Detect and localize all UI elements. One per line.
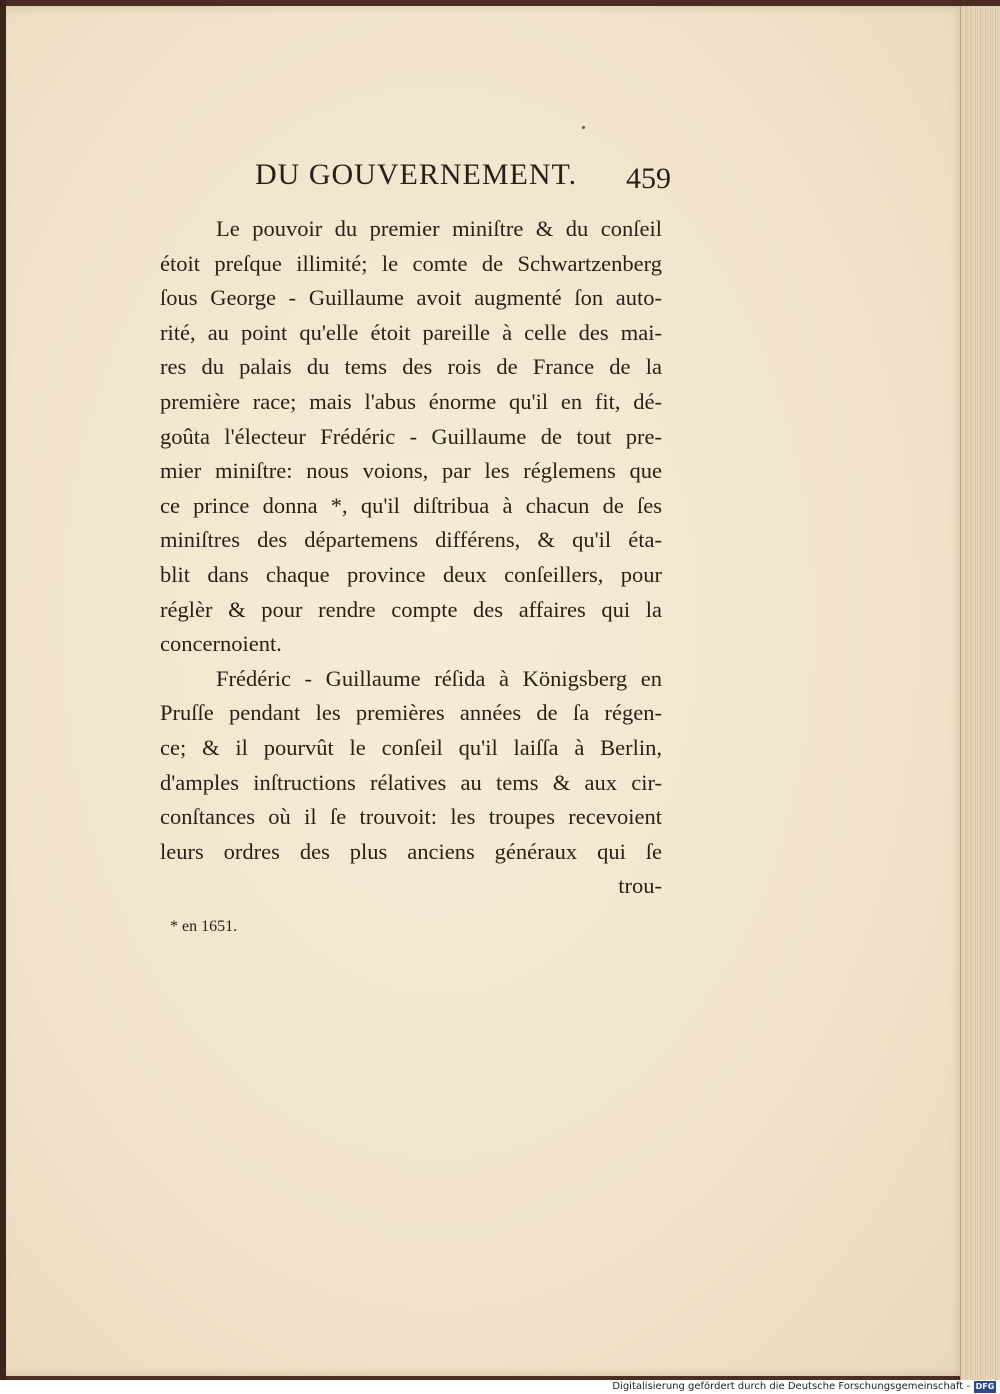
page-header [255,158,675,198]
dfg-logo: DFG [975,1382,995,1391]
page-number: 459 [626,162,671,195]
text-line: blit dans chaque province deux conſeillers, pour [160,561,662,587]
text-line: première race; mais l'abus énorme qu'il en fit, dé- [160,388,662,414]
text-line: res du palais du tems des rois de France de la [160,354,662,380]
text-line: réglèr & pour rendre compte des affaires qui la [160,596,662,622]
ink-mark [582,126,585,129]
text-line: d'amples inſtructions rélatives au tems & aux cir- [160,769,662,795]
text-line: ce; & il pourvût le conſeil qu'il laiſſa à Berlin, [160,734,662,760]
text-line: goûta l'électeur Frédéric - Guillaume de tout pre- [160,423,662,449]
text-line: ce prince donna *, qu'il diſtribua à chacun de ſes [160,492,662,518]
catchword: trou- [618,873,662,899]
page-edges [960,6,1000,1380]
text-line: Pruſſe pendant les premières années de ſa régen- [160,700,662,726]
text-line: mier miniſtre: nous voions, par les réglemens que [160,458,662,484]
text-line: conſtances où il ſe trouvoit: les troupes recevoient [160,804,662,830]
text-line: Le pouvoir du premier miniſtre & du conſeil [216,216,662,241]
text-line: Frédéric - Guillaume réſida à Königsberg en [216,665,662,691]
text-line: rité, au point qu'elle étoit pareille à celle des mai- [160,319,662,345]
text-line: leurs ordres des plus anciens généraux qui ſe [160,838,662,864]
text-line: miniſtres des départemens différens, & qu'il éta- [160,527,662,553]
text-line: étoit preſque illimité; le comte de Schwartzenberg [160,250,662,276]
footnote: * en 1651. [170,918,238,935]
text-line: concernoient. [160,631,282,657]
body-text [160,212,662,904]
paragraph-2 [160,662,662,870]
digitization-credit: Digitalisierung gefördert durch die Deutsche Forschungsgemeinschaft - [612,1381,970,1392]
running-head: DU GOUVERNEMENT. [255,158,578,191]
paragraph-1 [160,212,662,662]
text-line: ſous George - Guillaume avoit augmenté ſon auto- [160,285,662,311]
